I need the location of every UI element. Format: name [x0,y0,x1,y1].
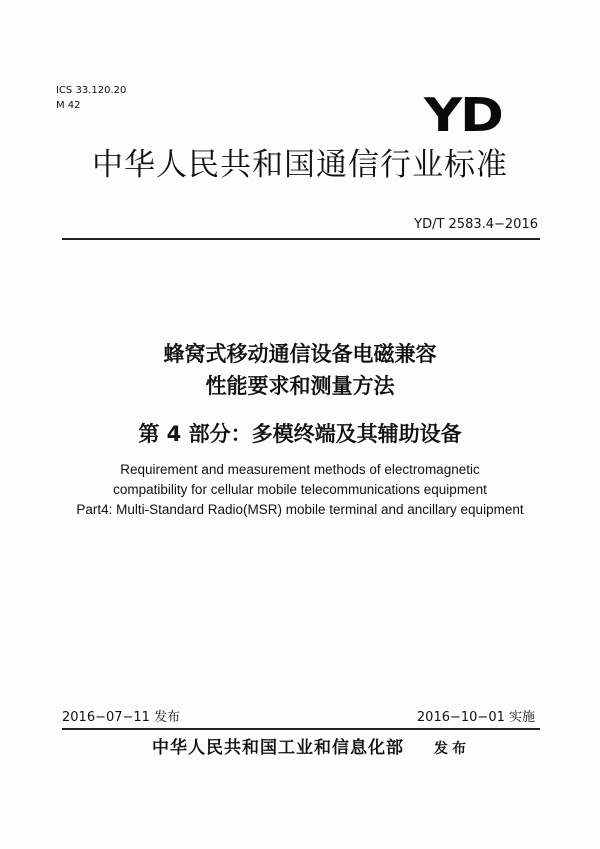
cn-title-line-2: 性能要求和测量方法 [205,374,395,398]
implement-date: 2016−10−01 实施 [416,710,535,725]
en-title-line-1: Requirement and measurement methods of electromagnetic [120,462,480,477]
cn-title-line-3: 第 4 部分：多模终端及其辅助设备 [138,422,462,446]
ics-code: ICS 33.120.20 [56,85,127,96]
publish-label: 发布 [434,741,470,757]
yd-logo: YD [424,88,502,142]
footer-divider [62,728,540,730]
category-code: M 42 [56,100,81,111]
issue-date: 2016−07−11 发布 [62,710,181,725]
issuer-name: 中华人民共和国工业和信息化部 [152,738,404,758]
en-title-line-2: compatibility for cellular mobile telecommunications equipment [113,482,487,497]
en-title-line-3: Part4: Multi-Standard Radio(MSR) mobile terminal and ancillary equipment [76,502,524,517]
header-divider [62,238,540,240]
standard-title: 中华人民共和国通信行业标准 [92,147,508,183]
cn-title-line-1: 蜂窝式移动通信设备电磁兼容 [163,342,437,366]
standard-number: YD/T 2583.4−2016 [414,217,538,232]
